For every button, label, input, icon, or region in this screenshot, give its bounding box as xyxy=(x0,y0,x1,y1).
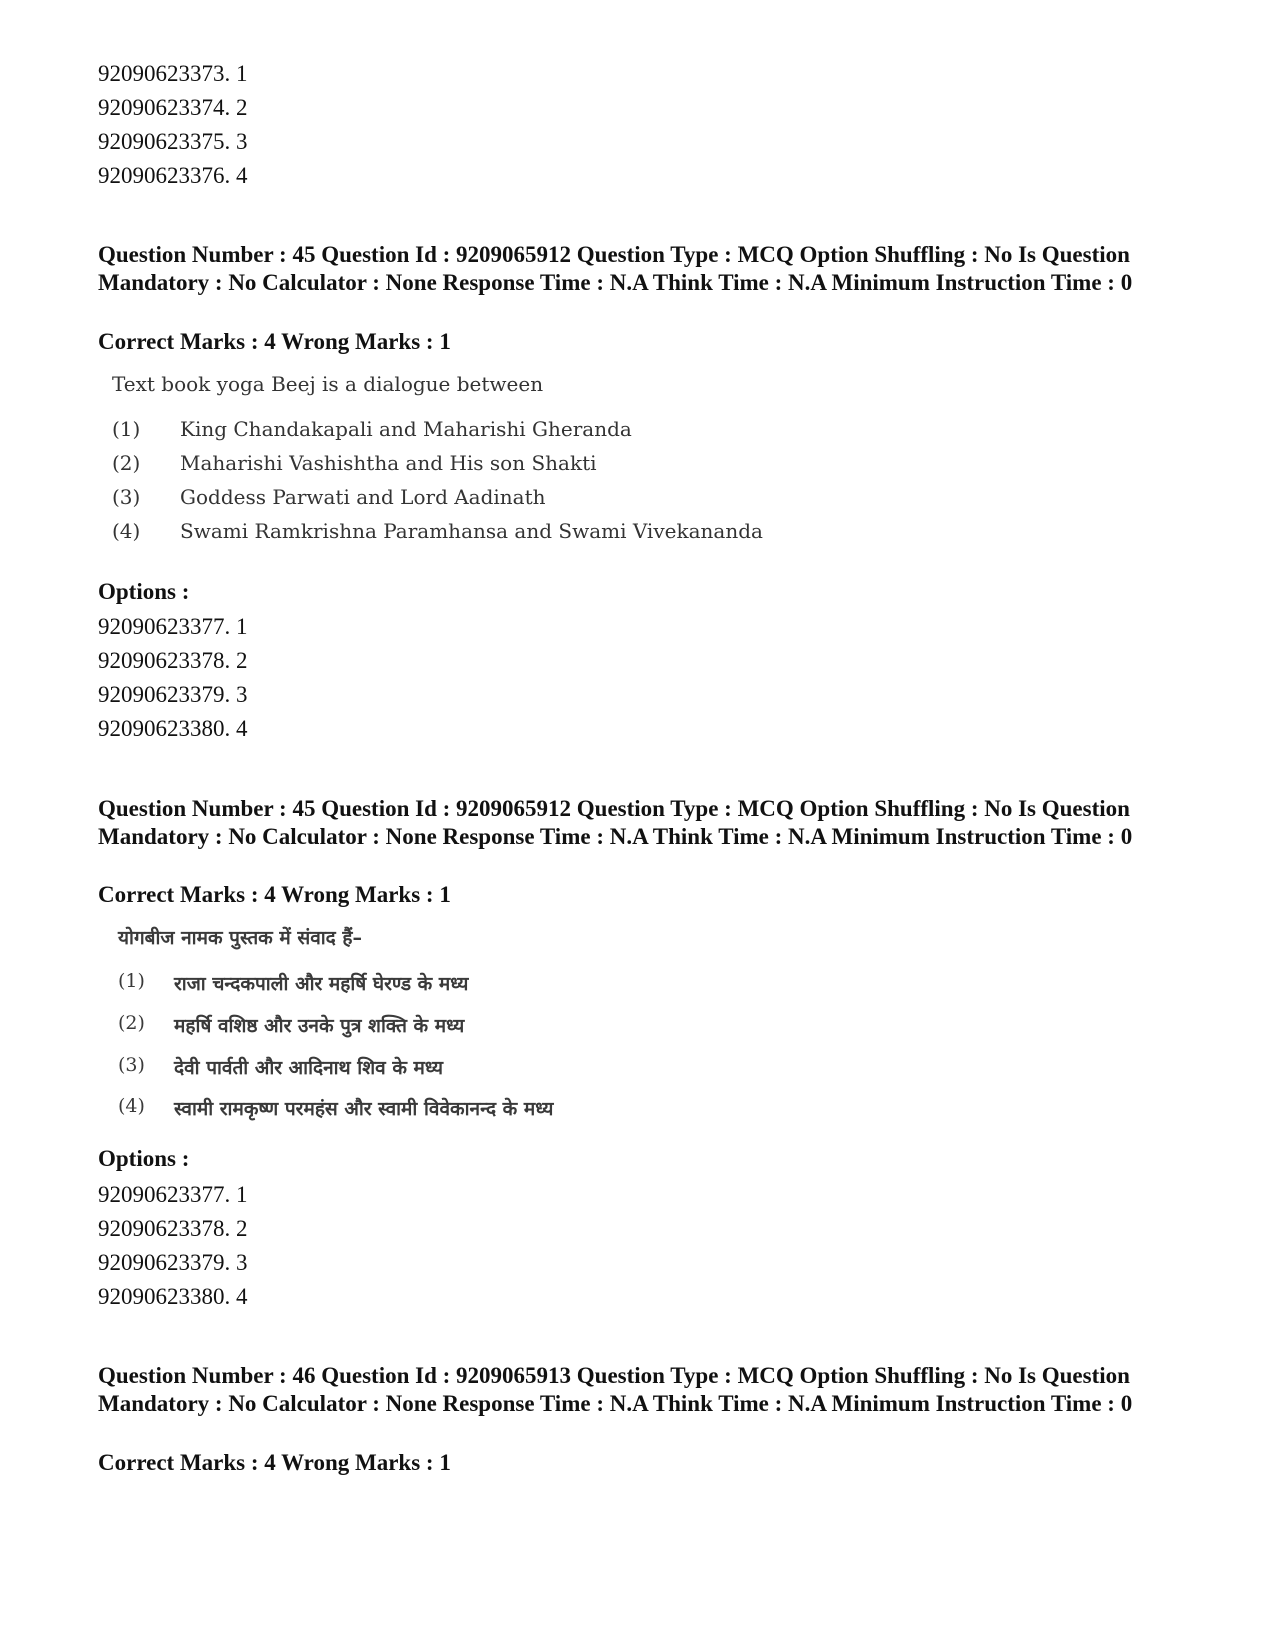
choice-number: (1) xyxy=(118,970,145,992)
option-line: 92090623377. 1 xyxy=(98,614,248,639)
question-meta: Question Number : 45 Question Id : 9209065912 Question Type : MCQ Option Shuffling : No Is Question Mandatory : No Calculator : None Response Time : N.A Think Time : N.A Minimum Instruction Time : 0 xyxy=(98,242,1133,295)
option-line: 92090623378. 2 xyxy=(98,648,248,673)
option-line: 92090623378. 2 xyxy=(98,1216,248,1241)
option-line: 92090623376. 4 xyxy=(98,163,248,188)
option-line: 92090623375. 3 xyxy=(98,129,248,154)
choice-text: राजा चन्दकपाली और महर्षि घेरण्ड के मध्य xyxy=(174,973,469,995)
question-marks: Correct Marks : 4 Wrong Marks : 1 xyxy=(98,882,451,907)
choice-text: King Chandakapali and Maharishi Gheranda xyxy=(180,417,632,441)
option-line: 92090623373. 1 xyxy=(98,61,248,86)
question-meta: Question Number : 46 Question Id : 9209065913 Question Type : MCQ Option Shuffling : No Is Question Mandatory : No Calculator : None Response Time : N.A Think Time : N.A Minimum Instruction Time : 0 xyxy=(98,1363,1133,1416)
question-stem: Text book yoga Beej is a dialogue between xyxy=(112,372,544,396)
question-image-hindi xyxy=(118,920,618,1125)
option-line: 92090623379. 3 xyxy=(98,682,248,707)
option-line: 92090623380. 4 xyxy=(98,716,248,741)
choice-number: (1) xyxy=(112,417,141,441)
choice-number: (2) xyxy=(118,1012,145,1034)
question-image-english xyxy=(112,372,772,542)
choice-text: Swami Ramkrishna Paramhansa and Swami Vivekananda xyxy=(180,519,763,543)
choice-text: Maharishi Vashishtha and His son Shakti xyxy=(180,451,597,475)
options-label: Options : xyxy=(98,1146,190,1171)
option-line: 92090623379. 3 xyxy=(98,1250,248,1275)
choice-number: (3) xyxy=(112,485,141,509)
option-line: 92090623377. 1 xyxy=(98,1182,248,1207)
question-meta: Question Number : 45 Question Id : 9209065912 Question Type : MCQ Option Shuffling : No Is Question Mandatory : No Calculator : None Response Time : N.A Think Time : N.A Minimum Instruction Time : 0 xyxy=(98,796,1133,849)
choice-number: (4) xyxy=(112,519,141,543)
question-stem: योगबीज नामक पुस्तक में संवाद हैं– xyxy=(118,927,362,949)
options-label: Options : xyxy=(98,579,190,604)
option-line: 92090623374. 2 xyxy=(98,95,248,120)
question-marks: Correct Marks : 4 Wrong Marks : 1 xyxy=(98,329,451,354)
question-marks: Correct Marks : 4 Wrong Marks : 1 xyxy=(98,1450,451,1475)
choice-text: स्वामी रामकृष्ण परमहंस और स्वामी विवेकानन्द के मध्य xyxy=(174,1098,554,1120)
choice-text: महर्षि वशिष्ठ और उनके पुत्र शक्ति के मध्य xyxy=(174,1015,465,1037)
choice-text: देवी पार्वती और आदिनाथ शिव के मध्य xyxy=(174,1057,444,1079)
choice-number: (3) xyxy=(118,1054,145,1076)
choice-text: Goddess Parwati and Lord Aadinath xyxy=(180,485,546,509)
choice-number: (4) xyxy=(118,1095,145,1117)
choice-number: (2) xyxy=(112,451,141,475)
option-line: 92090623380. 4 xyxy=(98,1284,248,1309)
